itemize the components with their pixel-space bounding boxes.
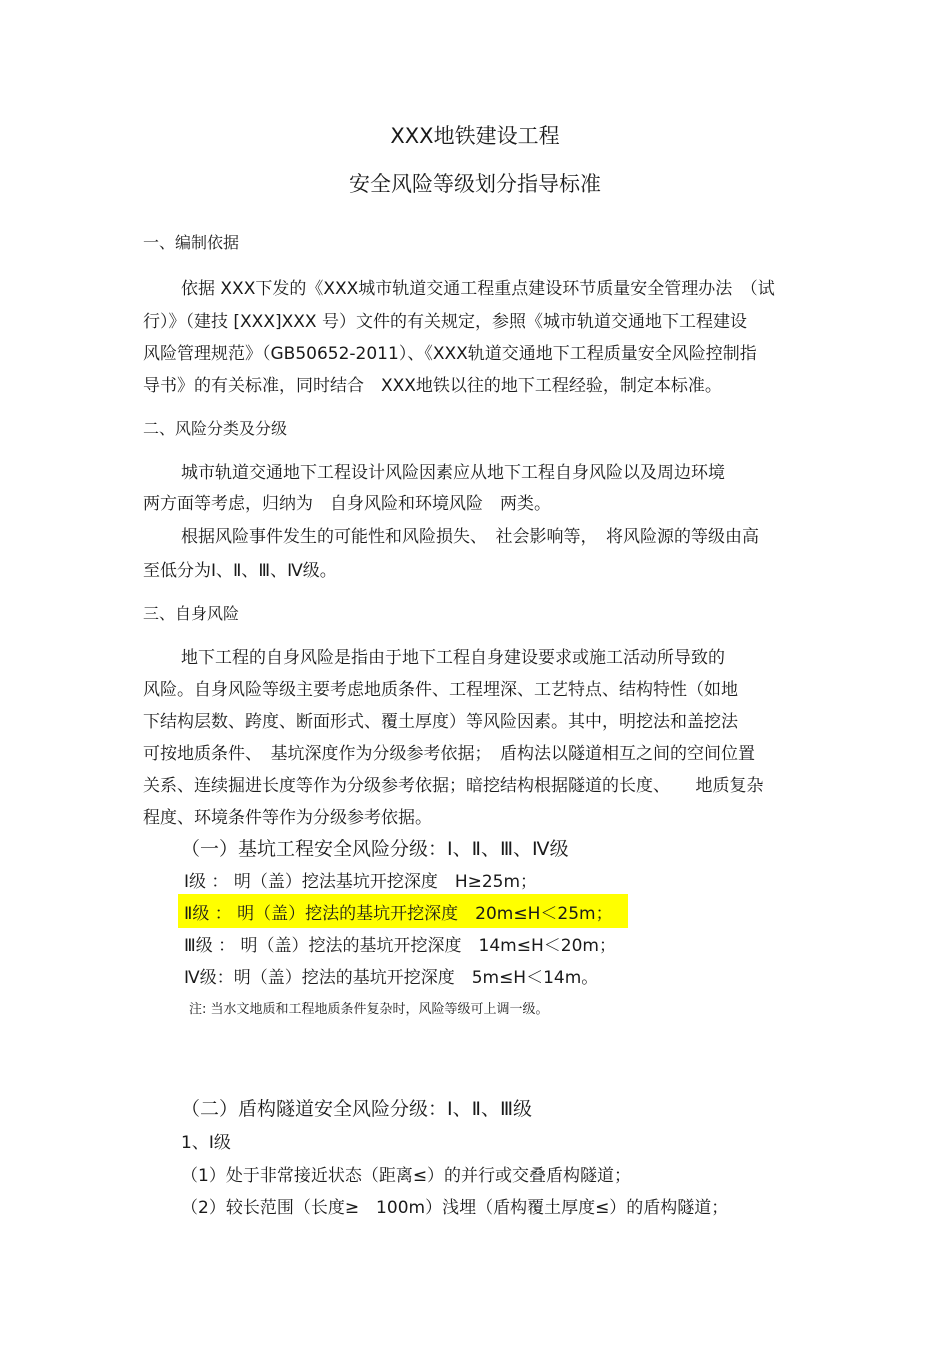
paragraph-line: 风险管理规范》（GB50652-2011）、《XXX轨道交通地下工程质量安全风险控制指 (143, 344, 757, 364)
document-subtitle: 安全风险等级划分指导标准 (349, 172, 601, 196)
level-title: 1、Ⅰ级 (181, 1133, 231, 1153)
paragraph-line: 依据 XXX下发的《XXX城市轨道交通工程重点建设环节质量安全管理办法 （试 (181, 279, 775, 299)
list-item: （1）处于非常接近状态（距离≤）的并行或交叠盾构隧道； (181, 1166, 632, 1186)
paragraph-line: 行）》（建技 [XXX]XXX 号）文件的有关规定，参照《城市轨道交通地下工程建设 (143, 312, 747, 332)
risk-level-item-highlighted: Ⅱ级 ： 明（盖）挖法的基坑开挖深度 20m≤H＜25m； (184, 904, 613, 924)
risk-level-item: Ⅲ级 ： 明（盖）挖法的基坑开挖深度 14m≤H＜20m； (184, 936, 616, 956)
paragraph-line: 城市轨道交通地下工程设计风险因素应从地下工程自身风险以及周边环境 (181, 463, 725, 483)
section-heading-basis: 一、编制依据 (143, 233, 240, 252)
note-text: 注: 当水文地质和工程地质条件复杂时，风险等级可上调一级。 (189, 1002, 549, 1017)
paragraph-line: 下结构层数、跨度、断面形式、覆土厚度）等风险因素。其中，明挖法和盖挖法 (143, 712, 738, 732)
subsection-heading-shield: （二）盾构隧道安全风险分级：Ⅰ、Ⅱ、Ⅲ级 (181, 1098, 533, 1120)
paragraph-line: 导书》的有关标准，同时结合 XXX地铁以往的地下工程经验，制定本标准。 (143, 376, 722, 396)
paragraph-line: 关系、连续掘进长度等作为分级参考依据；暗挖结构根据隧道的长度、 地质复杂 (143, 776, 764, 796)
paragraph-line: 地下工程的自身风险是指由于地下工程自身建设要求或施工活动所导致的 (181, 648, 725, 668)
paragraph-line: 两方面等考虑，归纳为 自身风险和环境风险 两类。 (143, 494, 551, 514)
paragraph-line: 风险。自身风险等级主要考虑地质条件、工程埋深、工艺特点、结构特性（如地 (143, 680, 738, 700)
paragraph-line: 根据风险事件发生的可能性和风险损失、 社会影响等， 将风险源的等级由高 (181, 527, 759, 547)
risk-level-item: Ⅳ级：明（盖）挖法的基坑开挖深度 5m≤H＜14m。 (184, 968, 599, 988)
section-heading-self-risk: 三、自身风险 (143, 604, 240, 623)
document-title: XXX地铁建设工程 (390, 124, 560, 148)
risk-level-item: Ⅰ级 ： 明（盖）挖法基坑开挖深度 H≥25m； (184, 872, 538, 892)
paragraph-line: 程度、环境条件等作为分级参考依据。 (143, 808, 432, 828)
paragraph-line: 至低分为Ⅰ、Ⅱ、Ⅲ、Ⅳ级。 (143, 561, 337, 581)
subsection-heading-pit: （一）基坑工程安全风险分级：Ⅰ、Ⅱ、Ⅲ、Ⅳ级 (181, 838, 569, 860)
paragraph-line: 可按地质条件、 基坑深度作为分级参考依据； 盾构法以隧道相互之间的空间位置 (143, 744, 755, 764)
list-item: （2）较长范围（长度≥ 100m）浅埋（盾构覆土厚度≤）的盾构隧道； (181, 1198, 729, 1218)
section-heading-classification: 二、风险分类及分级 (143, 419, 288, 438)
